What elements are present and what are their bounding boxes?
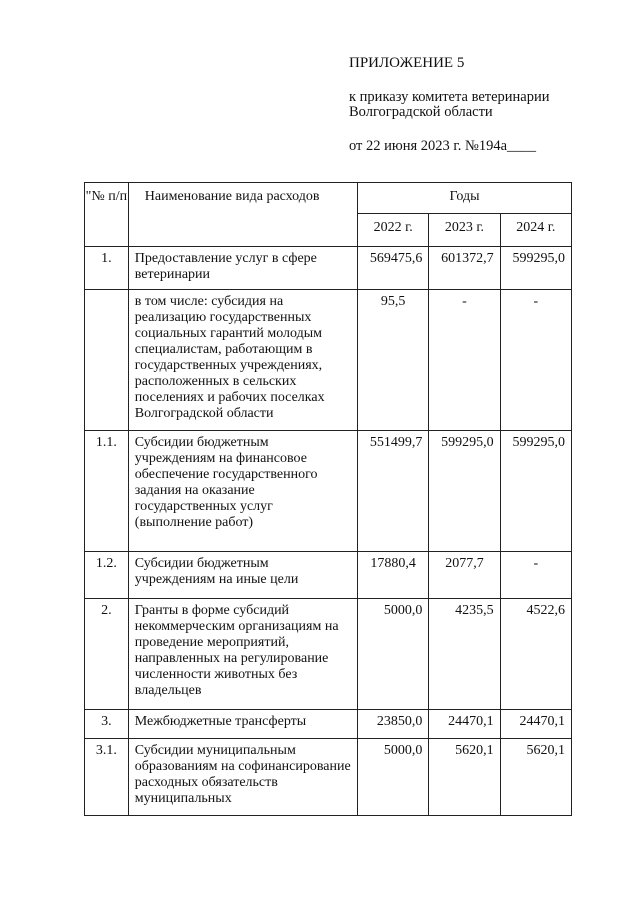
column-header-2023: 2023 г. — [429, 214, 500, 247]
row-number: 3.1. — [85, 739, 129, 816]
value-2024: - — [500, 290, 571, 431]
table-row — [85, 599, 572, 710]
column-header-name: Наименование вида расходов — [128, 183, 357, 247]
value-2022: 5000,0 — [357, 599, 428, 710]
column-header-years: Годы — [357, 183, 571, 214]
value-2023: 599295,0 — [429, 431, 500, 552]
value-2024: 5620,1 — [500, 739, 571, 816]
value-2023: - — [429, 290, 500, 431]
value-2024: - — [500, 552, 571, 599]
value-2024: 4522,6 — [500, 599, 571, 710]
document-header — [349, 56, 550, 154]
table-row — [85, 431, 572, 552]
appendix-title: ПРИЛОЖЕНИЕ 5 — [349, 55, 465, 71]
table-row — [85, 247, 572, 290]
value-2022: 23850,0 — [357, 710, 428, 739]
value-2023: 5620,1 — [429, 739, 500, 816]
value-2022: 569475,6 — [357, 247, 428, 290]
expenses-table — [84, 182, 572, 816]
value-2023: 601372,7 — [429, 247, 500, 290]
value-2024: 599295,0 — [500, 247, 571, 290]
row-name: Гранты в форме субсидий некоммерческим организациям на проведение мероприятий, направленных на регулирование численности животных без владельцев — [128, 599, 357, 710]
table-row — [85, 710, 572, 739]
row-name: Субсидии бюджетным учреждениям на иные цели — [128, 552, 357, 599]
row-name: Субсидии бюджетным учреждениям на финансовое обеспечение государственного задания на оказание государственных услуг (выполнение работ) — [128, 431, 357, 552]
value-2023: 24470,1 — [429, 710, 500, 739]
row-name: Предоставление услуг в сфере ветеринарии — [128, 247, 357, 290]
order-date-number: от 22 июня 2023 г. №194а____ — [349, 138, 536, 154]
value-2022: 5000,0 — [357, 739, 428, 816]
row-number: 2. — [85, 599, 129, 710]
order-reference-line-2: Волгоградской области — [349, 104, 493, 120]
table-row — [85, 552, 572, 599]
value-2023: 2077,7 — [429, 552, 500, 599]
value-2022: 551499,7 — [357, 431, 428, 552]
value-2023: 4235,5 — [429, 599, 500, 710]
order-reference-line-1: к приказу комитета ветеринарии — [349, 89, 550, 105]
row-name: Межбюджетные трансферты — [128, 710, 357, 739]
column-header-2024: 2024 г. — [500, 214, 571, 247]
row-number: 1. — [85, 247, 129, 290]
table-row — [85, 290, 572, 431]
table-header-row — [85, 183, 572, 214]
row-number: 1.1. — [85, 431, 129, 552]
row-number: 3. — [85, 710, 129, 739]
row-name: Субсидии муниципальным образованиям на софинансирование расходных обязательств муниципальных — [128, 739, 357, 816]
row-number: 1.2. — [85, 552, 129, 599]
row-number — [85, 290, 129, 431]
column-header-2022: 2022 г. — [357, 214, 428, 247]
value-2022: 95,5 — [357, 290, 428, 431]
table-row — [85, 739, 572, 816]
value-2024: 599295,0 — [500, 431, 571, 552]
row-name: в том числе: субсидия на реализацию государственных социальных гарантий молодым специалистам, работающим в государственных учреждениях, расположенных в сельских поселениях и рабочих поселках Волгоградской области — [128, 290, 357, 431]
value-2024: 24470,1 — [500, 710, 571, 739]
value-2022: 17880,4 — [357, 552, 428, 599]
column-header-number: "№ п/п — [85, 183, 129, 247]
